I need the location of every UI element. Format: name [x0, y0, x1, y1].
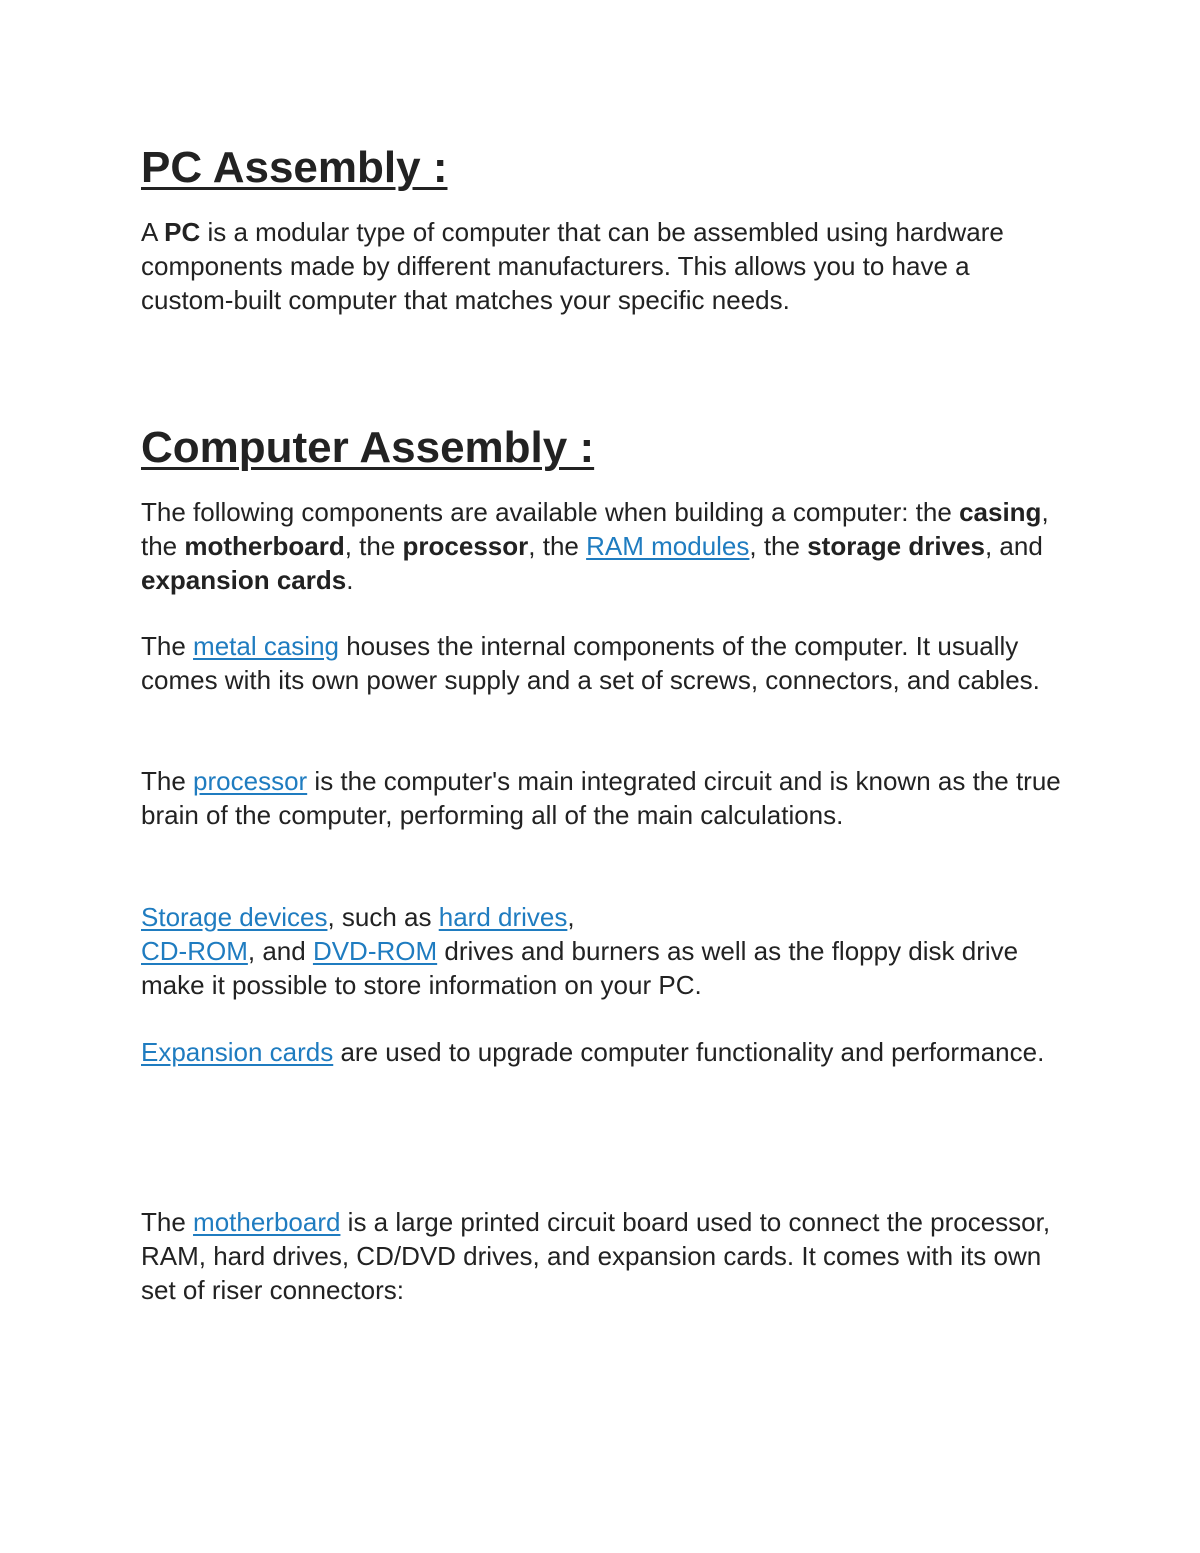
text: A	[141, 217, 165, 247]
heading-computer-assembly: Computer Assembly :	[141, 423, 595, 472]
text: The following components are available when building a computer: the	[141, 497, 960, 527]
paragraph-metal-casing	[141, 629, 1061, 697]
text: is a modular type of computer that can be assembled using hardware components made by different manufacturers. This allows you to have a custom-built computer that matches your specific needs.	[141, 217, 1004, 315]
text: , and	[984, 531, 1043, 561]
bold-pc: PC	[164, 217, 201, 247]
link-cd-rom[interactable]: CD-ROM	[141, 936, 248, 966]
link-storage-devices[interactable]: Storage devices	[141, 902, 328, 932]
bold-expansion-cards: expansion cards	[141, 565, 347, 595]
text: The	[141, 631, 194, 661]
paragraph-pc-intro	[141, 215, 1061, 317]
text: , the	[749, 531, 808, 561]
link-expansion-cards[interactable]: Expansion cards	[141, 1037, 334, 1067]
text: is the computer's main integrated circuit and is known as the true brain of the computer, performing all of the main calculations.	[141, 766, 1061, 830]
link-motherboard[interactable]: motherboard	[193, 1207, 341, 1237]
paragraph-components	[141, 495, 1061, 597]
text: , the	[344, 531, 403, 561]
link-dvd-rom[interactable]: DVD-ROM	[312, 936, 438, 966]
text: .	[346, 565, 354, 595]
text: , the	[528, 531, 587, 561]
text: ,	[567, 902, 575, 932]
text: are used to upgrade computer functionality and performance.	[333, 1037, 1045, 1067]
paragraph-storage-devices	[141, 900, 1061, 1002]
bold-storage-drives: storage drives	[807, 531, 985, 561]
text: , such as	[327, 902, 439, 932]
link-metal-casing[interactable]: metal casing	[193, 631, 339, 661]
bold-processor: processor	[402, 531, 529, 561]
bold-casing: casing	[959, 497, 1042, 527]
text: , the	[141, 497, 1049, 561]
link-processor[interactable]: processor	[193, 766, 308, 796]
heading-pc-assembly: PC Assembly :	[141, 143, 448, 192]
text: The	[141, 1207, 194, 1237]
paragraph-processor	[141, 764, 1061, 832]
text: is a large printed circuit board used to connect the processor, RAM, hard drives, CD/DVD drives, and expansion cards. It comes with its own set of riser connectors:	[141, 1207, 1051, 1305]
text: , and	[247, 936, 313, 966]
paragraph-expansion-cards	[141, 1035, 1061, 1069]
link-hard-drives[interactable]: hard drives	[438, 902, 568, 932]
paragraph-motherboard	[141, 1205, 1061, 1307]
text: The	[141, 766, 194, 796]
bold-motherboard: motherboard	[184, 531, 345, 561]
link-ram-modules[interactable]: RAM modules	[586, 531, 750, 561]
text: houses the internal components of the computer. It usually comes with its own power supply and a set of screws, connectors, and cables.	[141, 631, 1040, 695]
text: drives and burners as well as the floppy disk drive make it possible to store information on your PC.	[141, 936, 1019, 1000]
